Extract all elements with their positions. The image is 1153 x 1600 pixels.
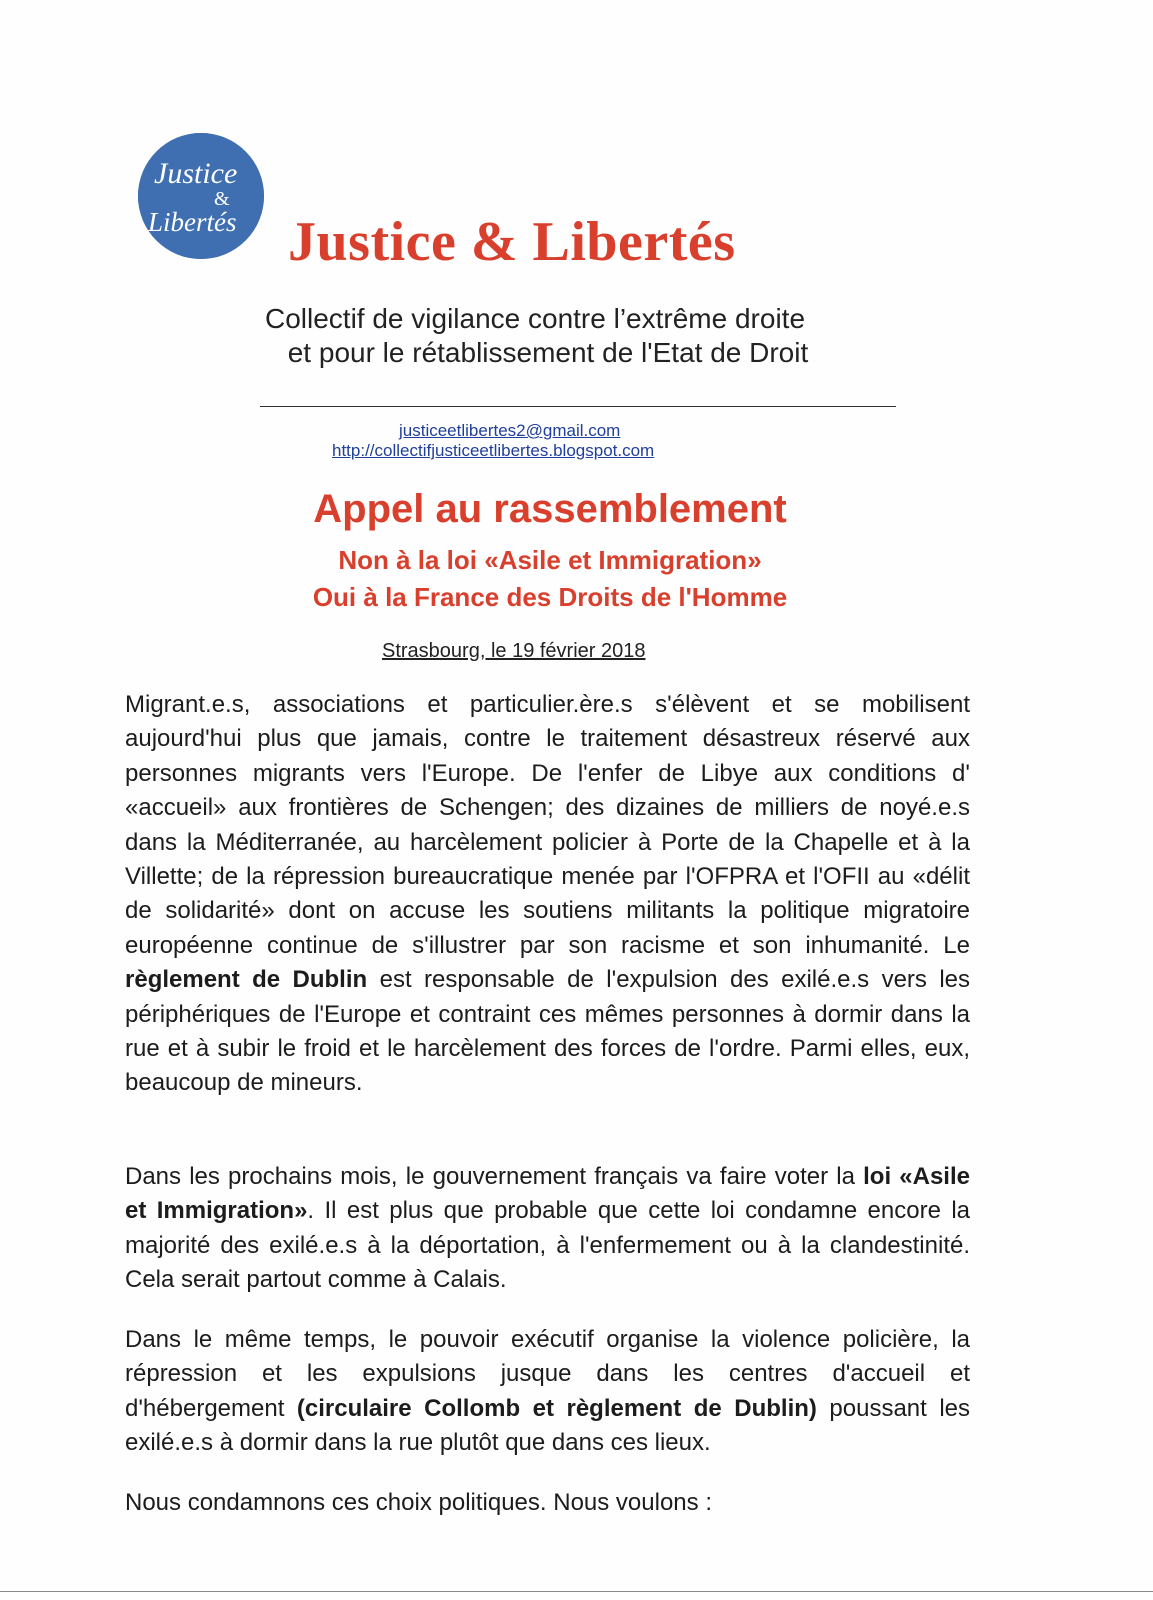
paragraph-1-text-b: est responsable de l'expulsion des exilé.e.s vers les périphériques de l'Europe et contraint ces mêmes personnes à dormir dans la rue et à subir le froid et le harcèlement des forces de l'ordre. Parmi elles, eux, beaucoup de mineurs.	[125, 966, 970, 1097]
email-link[interactable]: justiceetlibertes2@gmail.com	[399, 421, 621, 440]
page-bottom-edge	[0, 1591, 1153, 1592]
logo-text-ampersand: &	[214, 188, 230, 210]
paragraph-4: Nous condamnons ces choix politiques. Nous voulons :	[125, 1489, 712, 1516]
paragraph-2-text-b: . Il est plus que probable que cette loi condamne encore la majorité des exilé.e.s à la déportation, à l'enfermement ou à la clandestinité. Cela serait partout comme à Calais.	[125, 1197, 970, 1294]
logo	[138, 133, 264, 259]
main-heading: Appel au rassemblement	[313, 487, 787, 531]
paragraph-3-bold: (circulaire Collomb et règlement de Dublin)	[296, 1394, 817, 1422]
subtitle-line-1: Collectif de vigilance contre l’extrême droite	[264, 303, 806, 334]
subheading-1: Non à la loi «Asile et Immigration»	[338, 545, 762, 575]
brand-title: Justice & Libertés	[288, 211, 736, 273]
paragraph-1	[125, 688, 970, 1101]
logo-emblem	[138, 133, 264, 259]
subtitle-line-2: et pour le rétablissement de l'Etat de Droit	[287, 337, 809, 368]
paragraph-2-bold: loi «Asile et Immigration»	[125, 1163, 970, 1225]
blog-link[interactable]: http://collectifjusticeetlibertes.blogspot.com	[332, 441, 655, 460]
paragraph-1-bold: règlement de Dublin	[125, 966, 368, 994]
paragraph-3	[125, 1323, 970, 1461]
logo-text-justice: Justice	[154, 157, 238, 190]
subheading-2: Oui à la France des Droits de l'Homme	[312, 582, 788, 612]
paragraph-2-text-a: Dans les prochains mois, le gouvernement français va faire voter la	[125, 1163, 864, 1190]
header-divider	[260, 406, 896, 407]
paragraph-3-text-a: Dans le même temps, le pouvoir exécutif organise la violence policière, la répression et les expulsions jusque dans les centres d'accueil et d'hébergement	[125, 1326, 970, 1422]
paragraph-1-text-a: Migrant.e.s, associations et particulier.ère.s s'élèvent et se mobilisent aujourd'hui plus que jamais, contre le traitement désastreux réservé aux personnes migrants vers l'Europe. De l'enfer de Libye aux conditions d' «accueil» aux frontières de Schengen; des dizaines de milliers de noyé.e.s dans la Méditerranée, au harcèlement policier à Porte de la Chapelle et à la Villette; de la répression bureaucratique menée par l'OFPRA et l'OFII au «délit de solidarité» dont on accuse les soutiens militants la politique migratoire européenne continue de s'illustrer par son racisme et son inhumanité. Le	[125, 691, 970, 959]
paragraph-3-text-b: poussant les exilé.e.s à dormir dans la rue plutôt que dans ces lieux.	[125, 1394, 971, 1457]
logo-text-libertes: Libertés	[148, 207, 237, 237]
dateline: Strasbourg, le 19 février 2018	[382, 640, 646, 662]
paragraph-2	[125, 1160, 970, 1298]
